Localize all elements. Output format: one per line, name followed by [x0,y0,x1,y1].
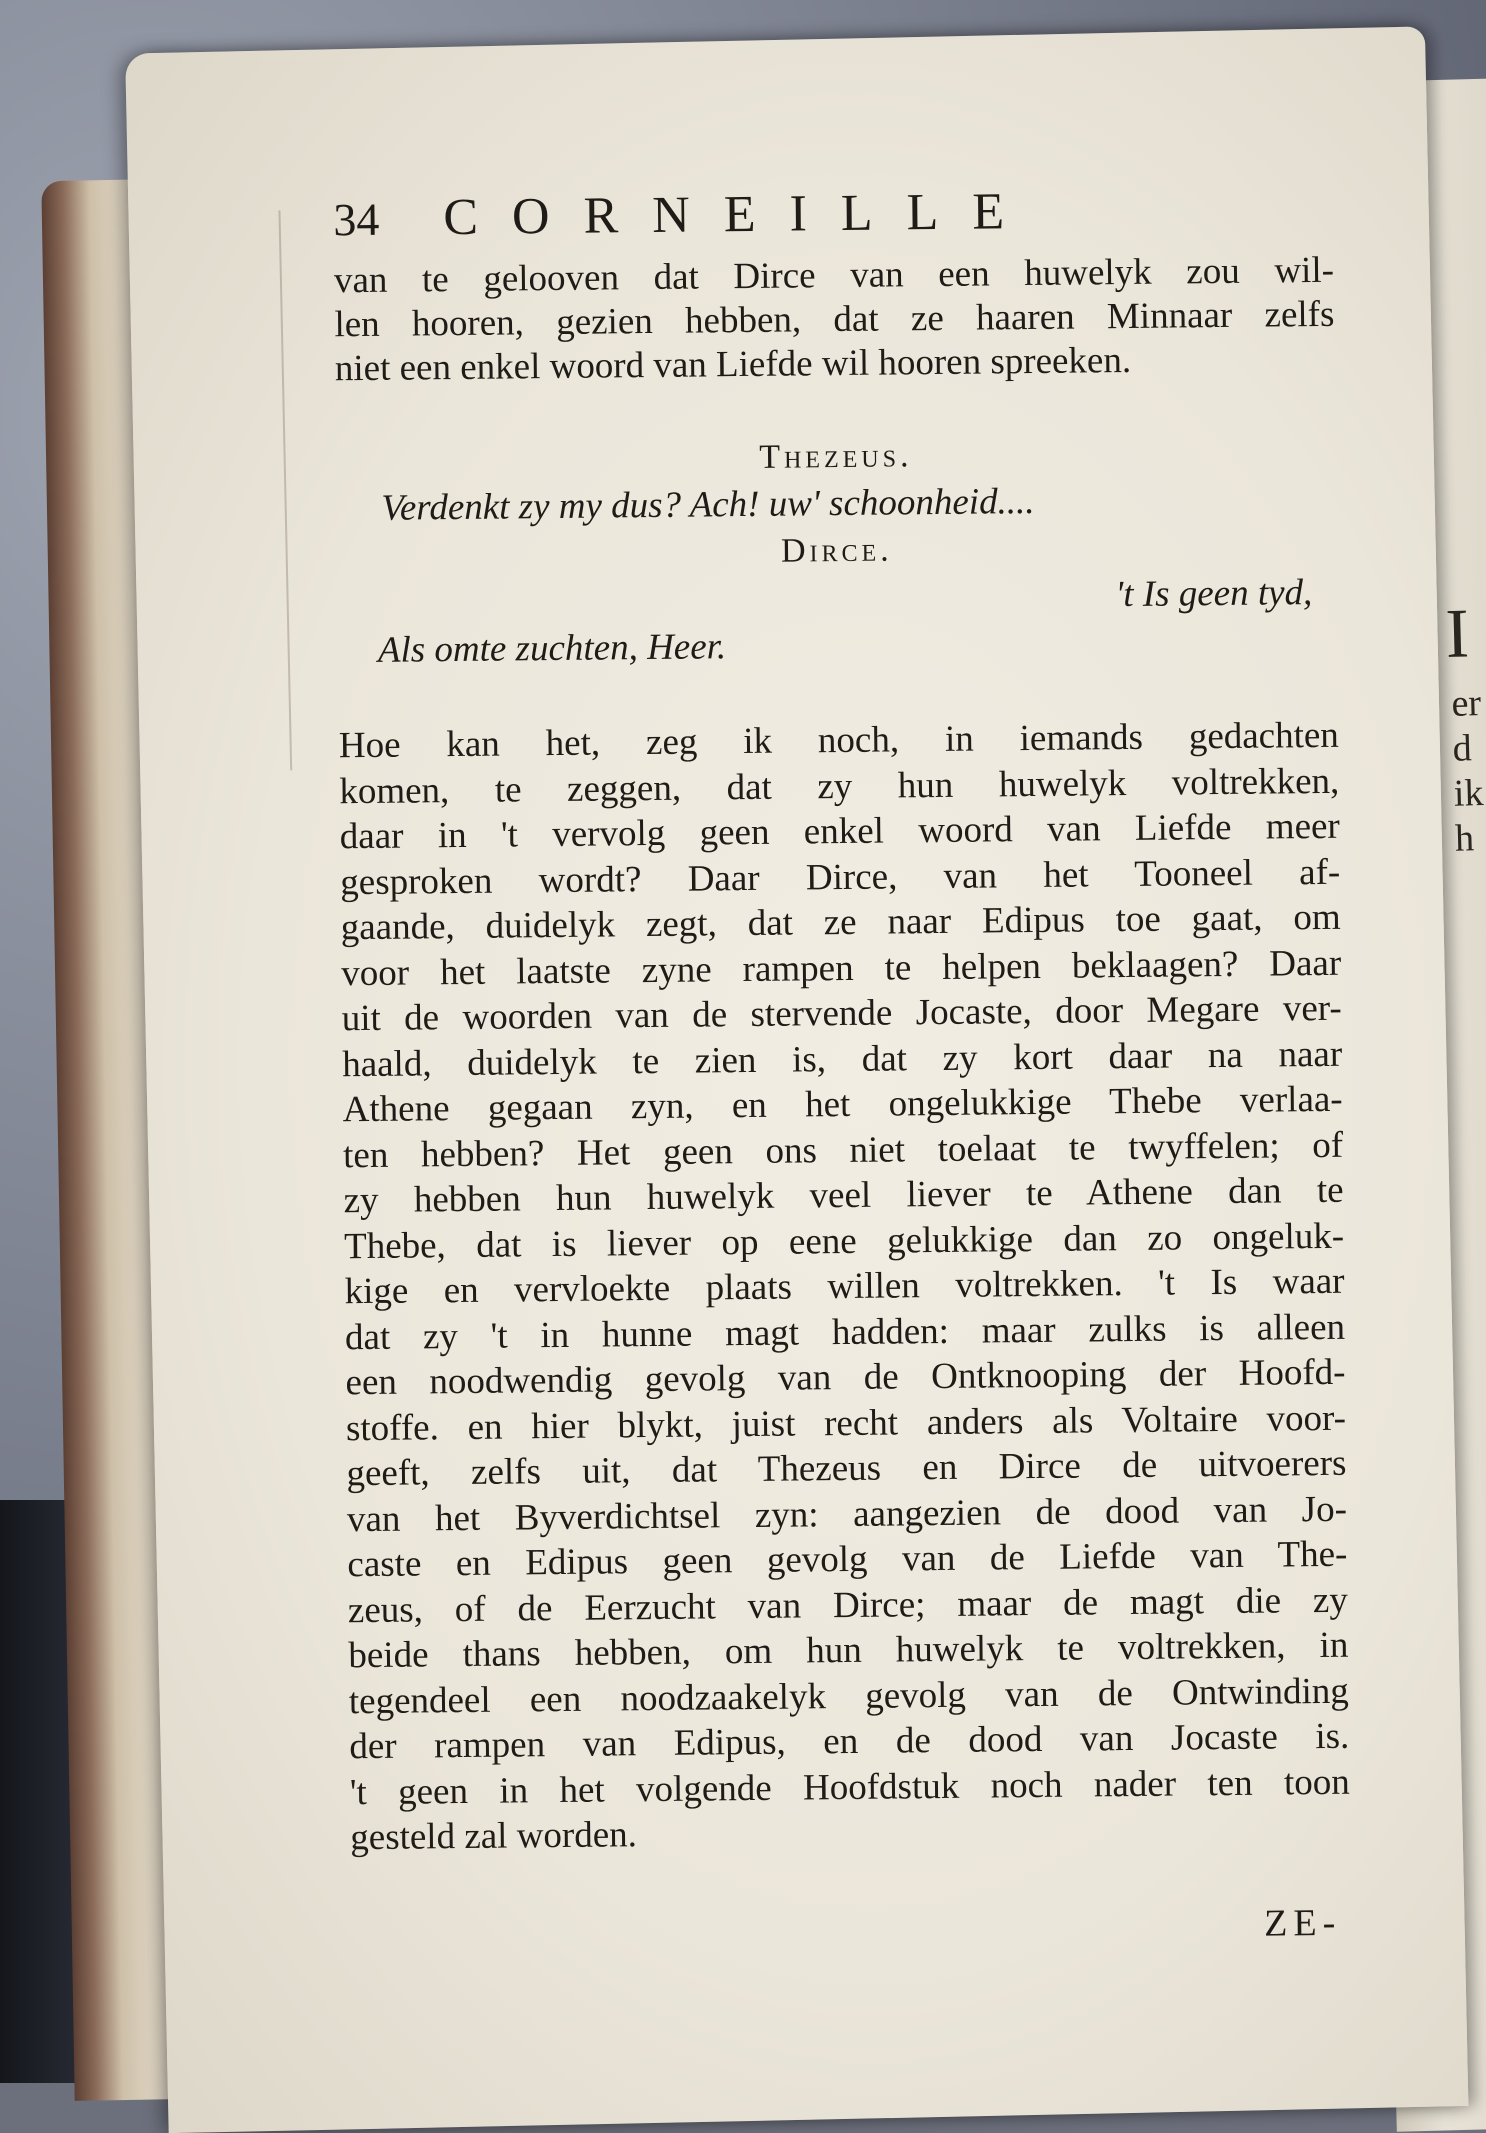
speaker-name: Thezeus. [759,437,913,476]
text-line: caste en Edipus geen gevolg van de Liefde van The- [347,1533,1348,1586]
text-line: Hoe kan het, zeg ik noch, in iemands gedachten [338,714,1340,767]
catchword: ZE- [1263,1901,1342,1945]
verse-line: 't Is geen tyd, [1115,572,1313,616]
text-line: beide thans hebben, om hun huwelyk te voltrekken, in [348,1624,1349,1677]
text-line: daar in 't vervolg geen enkel woord van Liefde meer [339,805,1340,858]
text-line: Athene gegaan zyn, en het ongelukkige Thebe verlaa- [342,1078,1343,1131]
running-head: CORNEILLE [443,182,1039,247]
text-line: gesteld zal worden. [350,1814,638,1859]
body-paragraph [339,713,1376,1861]
text-line: ten hebben? Het geen ons niet toelaat te twyffelen; of [342,1124,1344,1176]
text-line: 't geen in het volgende Hoofdstuk noch nader ten toon [349,1761,1350,1813]
text-line: stoffe. en hier blykt, juist recht anders als Voltaire voor- [345,1397,1347,1449]
intro-paragraph [334,249,1360,392]
facing-page-fragment: h [1454,817,1475,860]
facing-page-fragment: d [1452,727,1473,770]
page-header [333,179,1359,260]
text-line: tegendeel een noodzaakelyk gevolg van de Ontwinding [348,1670,1350,1722]
text-line: niet een enkel woord van Liefde wil hooren spreeken. [334,339,1132,390]
text-line: gaande, duidelyk zegt, dat ze naar Edipus toe gaat, om [340,896,1341,949]
book-page [125,26,1468,2133]
page-number: 34 [333,193,380,246]
text-line: zy hebben hun huwelyk veel liever te Athene dan te [343,1169,1344,1222]
text-line: een noodwendig gevolg van de Ontknooping der Hoofd- [345,1351,1346,1404]
dialogue-block [336,429,1363,676]
text-line: dat zy 't in hunne magt hadden: maar zulks is alleen [344,1306,1346,1358]
facing-page-fragment: er [1450,682,1482,725]
text-line: voor het laatste zyne rampen te helpen beklaagen? Daar [341,942,1342,994]
facing-page-fragment: I [1444,595,1470,673]
text-line: van te gelooven dat Dirce van een huwelyk zou wil- [333,249,1335,302]
verse-line: Verdenkt zy my dus? Ach! uw' schoonheid.... [381,480,1035,529]
speaker-name: Dirce. [780,531,893,570]
verse-line: Als omte zuchten, Heer. [377,626,727,671]
facing-page-fragment: ik [1453,772,1484,815]
text-line: Thebe, dat is liever op eene gelukkige dan zo ongeluk- [343,1215,1345,1267]
text-line: uit de woorden van de stervende Jocaste, door Megare ver- [341,987,1342,1040]
text-line: gesproken wordt? Daar Dirce, van het Tooneel af- [340,851,1341,903]
text-line: komen, te zeggen, dat zy hun huwelyk voltrekken, [339,760,1340,812]
text-line: len hooren, gezien hebben, dat ze haaren Minnaar zelfs [334,293,1335,346]
text-line: zeus, of de Eerzucht van Dirce; maar de magt die zy [347,1579,1349,1631]
text-line: kige en vervloekte plaats willen voltrekken. 't Is waar [344,1260,1345,1313]
page-crease [278,210,292,770]
text-line: geeft, zelfs uit, dat Thezeus en Dirce de uitvoerers [346,1442,1347,1495]
page-text-block [333,179,1376,1955]
text-line: haald, duidelyk te zien is, dat zy kort daar na naar [341,1033,1343,1085]
text-line: van het Byverdichtsel zyn: aangezien de dood van Jo- [346,1488,1348,1540]
text-line: der rampen van Edipus, en de dood van Jocaste is. [349,1715,1350,1768]
